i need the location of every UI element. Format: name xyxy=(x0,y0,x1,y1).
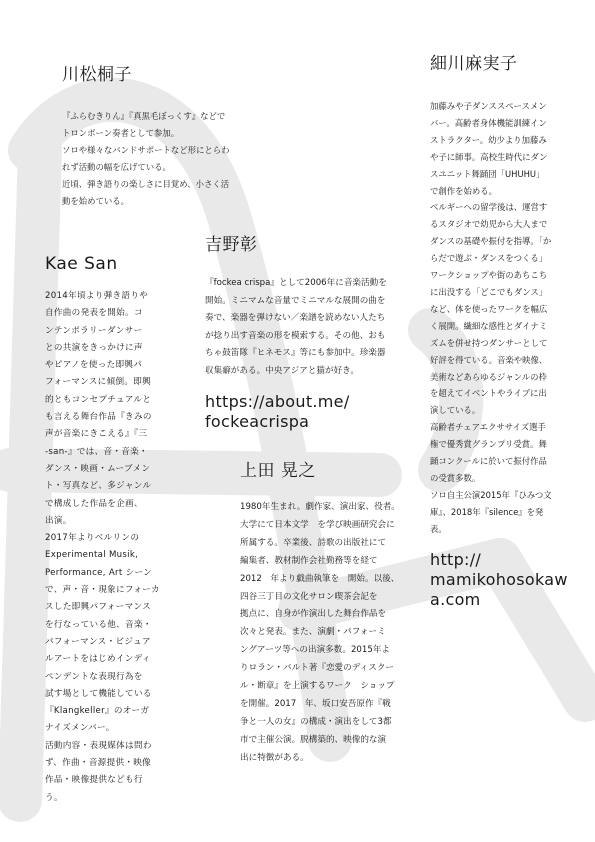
profile-hosokawa xyxy=(430,49,590,610)
profile-bio: 1980年生まれ。劇作家、演出家、役者。 大学にて日本文学 を学び映画研究会に 所属する。卒業後、詩歌の出版社にて 編集者、教材制作会社勤務等を経て 2012 年より戯曲執筆を 開始。以後、 四谷三丁目の文化サロン喫茶会記を 拠点に、自身が作演出した舞台作品を 次々と発表。また、演劇・パフォーミ ングアーツ等への出演多数。2015年よ りロラン・バルト著『恋愛のディスクー ル・断章』を上演するワーク ショップ を開催。2017 年、坂口安吾原作『戦 争と一人の女』の構成・演出をして3都 市で主催公演。脱構築的、映像的な演 出に特徴がある。 xyxy=(240,502,400,763)
profile-kawamatsu xyxy=(62,60,282,209)
profile-bio: 『ふらむきりん』『真黒毛ぼっくす』などで トロンボーン奏者として参加。 ソロや様々なバンドサポートなど形にとらわ れず活動の幅を広げている。 近頃、弾き語りの楽しさに目覚め、小さく活 動を始めている。 xyxy=(62,111,230,206)
profile-ueda xyxy=(240,456,420,768)
profile-website-link[interactable]: https://about.me/ fockeacrispa xyxy=(205,392,350,431)
profile-name: 吉野彰 xyxy=(205,235,258,255)
profile-bio: 『fockea crispa』として2006年に音楽活動を 開始。ミニマムな音量でミニマルな展開の曲を 奏で、楽器を弾けない／楽譜を読めない人たち が捻り出す音楽の形を模索する。その他、おも ちゃ鼓笛隊『ヒネモス』等にも参加中。珍楽器 収集癖がある。中央アジアと猫が好き。 xyxy=(205,278,387,376)
profile-bio: 2014年頃より弾き語りや 自作曲の発表を開始。コ ンテンポラリーダンサー との共演をきっかけに声 やピアノを使った即興パ フォーマンスに傾倒。即興 的ともコンセプチュアルと も言える舞台作品『きみの 声が音楽にきこえる』『三 -san-』では、音・音楽・ ダンス・映画・ムーブメン ト・写真など、多ジャンル で構成した作品を企画、 出演。 2017年よりベルリンの Experimental Musik, Performance, Art シーン で、声・音・現象にフォーカ スした即興パフォーマンス を行なっている他、音楽・ パフォーマンス・ビジュア ルアートをはじめインディ ペンデントな表現行為を 試す場として機能している 『Klangkeller』のオーガ ナイズメンバー。 活動内容・表現媒体は問わ ず、作曲・音源提供・映像 作品・映像提供なども行 う。 xyxy=(45,291,160,803)
profile-name: 細川麻実子 xyxy=(430,54,518,74)
profile-yoshino xyxy=(205,230,420,432)
profile-name: 川松桐子 xyxy=(62,65,132,85)
profile-bio: 加藤みや子ダンススペースメン バー。高齢者身体機能訓練イン ストラクター。幼少より加藤み や子に師事。高校生時代にダン スユニット舞踊団「UHUHU」 で創作を始める。 ベルギーへの留学後は、運営す るスタジオで幼児から大人まで ダンスの基礎や振付を指導。「か らだで遊ぶ・ダンスをつくる」 ワークショップや街のあちこち に出没する「どこでもダンス」 など、体を使ったワークを幅広 く展開。繊細な感性とダイナミ ズムを併せ持つダンサーとして 好評を得ている。音楽や映像、 美術などあらゆるジャンルの枠 を超えてイベントやライブに出 演している。 高齢者チェアエクササイズ選手 権で優秀賞グランプリ受賞。舞 踊コンクールに於いて振付作品 の受賞多数。 ソロ自主公演2015年『ひみつ文 庫』、2018年『silence』を発 表。 xyxy=(430,101,552,534)
profile-name: Kae San xyxy=(45,254,118,274)
profile-kaesan xyxy=(45,254,180,807)
profile-website-link[interactable]: http:// mamikohosokaw a.com xyxy=(430,549,568,609)
profile-name: 上田 晃之 xyxy=(240,461,316,481)
